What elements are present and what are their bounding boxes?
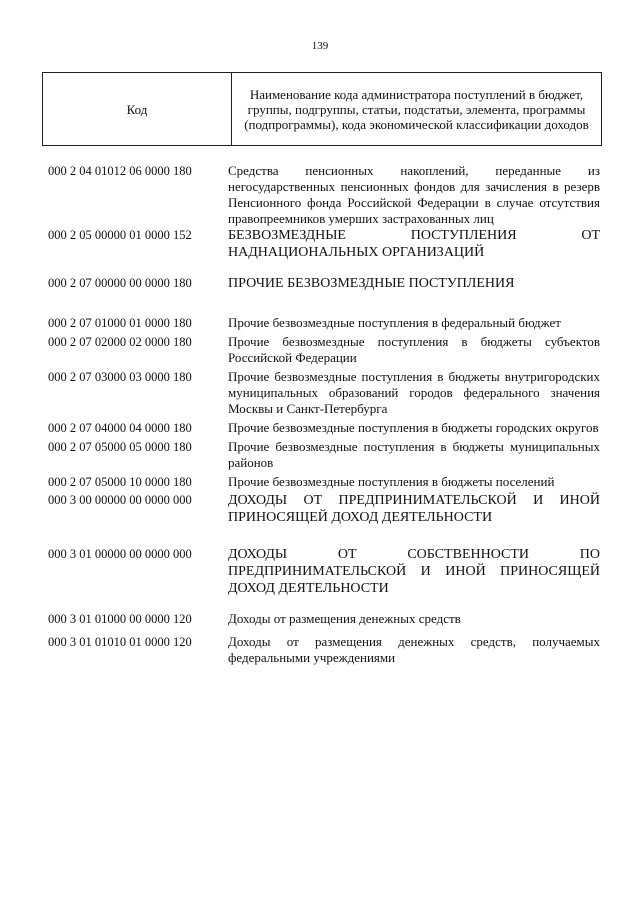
row-code: 000 3 01 01000 00 0000 120 [48,612,192,626]
table-row [48,369,600,417]
row-name: БЕЗВОЗМЕЗДНЫЕ ПОСТУПЛЕНИЯ ОТ НАДНАЦИОНАЛЬНЫХ ОРГАНИЗАЦИЙ [228,228,600,260]
row-code: 000 2 05 00000 01 0000 152 [48,228,192,242]
table-row [48,634,600,666]
table-row [48,163,600,227]
header-name-cell: Наименование кода администратора поступлений в бюджет, группы, подгруппы, статьи, подстатьи, элемента, программы (подпрограммы), кода экономической классификации доходов [232,73,602,146]
table-row [48,275,600,292]
row-code: 000 2 07 04000 04 0000 180 [48,421,192,435]
row-name: Прочие безвозмездные поступления в бюджеты поселений [228,474,555,489]
row-code: 000 2 07 01000 01 0000 180 [48,316,192,330]
row-name: Средства пенсионных накоплений, переданные из негосударственных пенсионных фондов для зачисления в резерв Пенсионного фонда Российской Федерации в случае отсутствия правопреемников умерших застрахованных лиц [228,163,600,226]
table-row [48,546,600,597]
row-name: ДОХОДЫ ОТ СОБСТВЕННОСТИ ПО ПРЕДПРИНИМАТЕЛЬСКОЙ И ИНОЙ ПРИНОСЯЩЕЙ ДОХОД ДЕЯТЕЛЬНОСТИ [228,547,600,596]
table-row [48,492,600,526]
row-name: Прочие безвозмездные поступления в бюджеты субъектов Российской Федерации [228,334,600,365]
row-name: Прочие безвозмездные поступления в бюджеты городских округов [228,420,599,435]
row-code: 000 2 07 02000 02 0000 180 [48,335,192,349]
row-name: ДОХОДЫ ОТ ПРЕДПРИНИМАТЕЛЬСКОЙ И ИНОЙ ПРИНОСЯЩЕЙ ДОХОД ДЕЯТЕЛЬНОСТИ [228,493,600,525]
header-code-cell: Код [43,73,232,146]
row-name: Доходы от размещения денежных средств, получаемых федеральными учреждениями [228,634,600,665]
row-code: 000 3 00 00000 00 0000 000 [48,493,192,507]
page-number: 139 [311,40,329,52]
table-row [48,315,600,331]
row-name: Доходы от размещения денежных средств [228,611,461,626]
row-code: 000 2 07 00000 00 0000 180 [48,276,192,290]
row-code: 000 2 07 05000 05 0000 180 [48,440,192,454]
row-name: Прочие безвозмездные поступления в бюджеты муниципальных районов [228,439,600,470]
table-row [48,227,600,261]
row-code: 000 3 01 00000 00 0000 000 [48,547,192,561]
row-code: 000 2 04 01012 06 0000 180 [48,164,192,178]
table-row [48,439,600,471]
row-name: Прочие безвозмездные поступления в бюджеты внутригородских муниципальных образований городов федерального значения Москвы и Санкт-Петербурга [228,369,600,416]
table-row [48,611,600,627]
classification-list [48,163,600,666]
row-name: ПРОЧИЕ БЕЗВОЗМЕЗДНЫЕ ПОСТУПЛЕНИЯ [228,276,515,291]
row-name: Прочие безвозмездные поступления в федеральный бюджет [228,315,561,330]
row-code: 000 3 01 01010 01 0000 120 [48,635,192,649]
row-code: 000 2 07 05000 10 0000 180 [48,475,192,489]
table-row [48,474,600,490]
header-table [42,72,602,146]
table-row [48,420,600,436]
table-row [48,334,600,366]
row-code: 000 2 07 03000 03 0000 180 [48,370,192,384]
